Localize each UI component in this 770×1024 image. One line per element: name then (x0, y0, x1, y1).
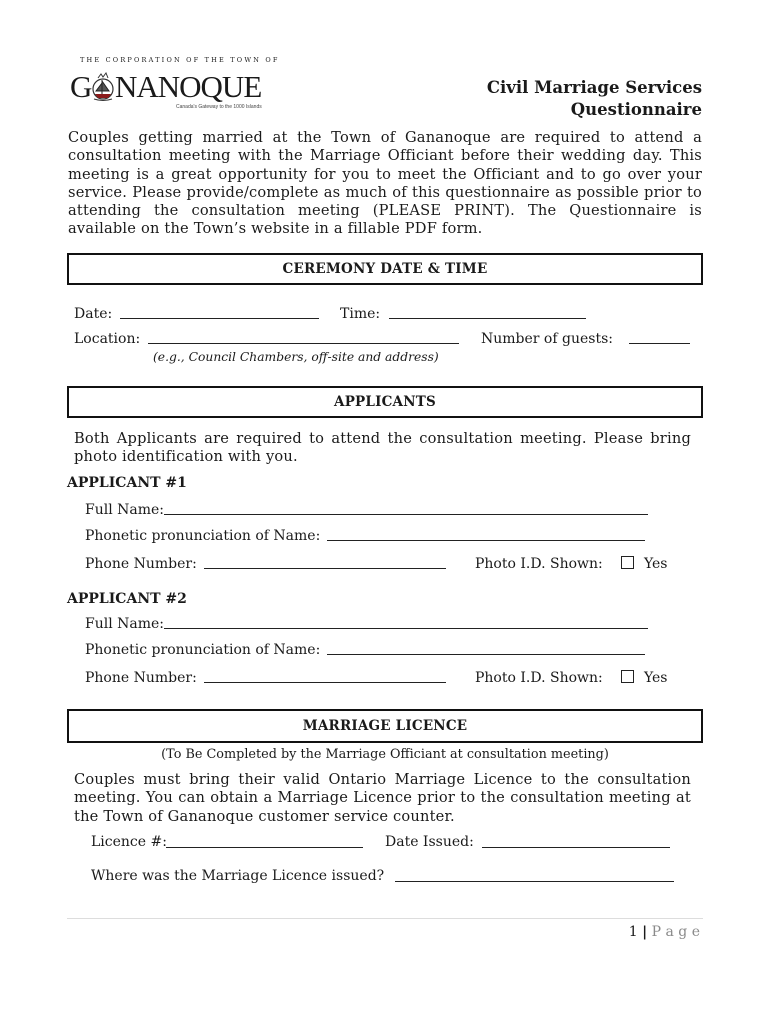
intro-paragraph: Couples getting married at the Town of Gananoque are required to attend a consultation meeting with the Marriage Officiant before their wedding day. This meeting is a great opportunity for you to meet the Officiant and to go over your service. Please provide/complete as much of this questionnaire as possible prior to attending the consultation meeting (PLEASE PRINT). The Questionnaire is available on the Town’s website in a fillable PDF form. (68, 129, 702, 238)
town-logo (70, 56, 285, 116)
applicant-2-phone-field[interactable] (204, 682, 446, 683)
guests-label: Number of guests: (481, 331, 613, 347)
applicant-2-phonetic-label: Phonetic pronunciation of Name: (85, 642, 321, 658)
date-issued-field[interactable] (482, 847, 670, 848)
applicant-2-full-name-field[interactable] (164, 628, 648, 629)
where-issued-label: Where was the Marriage Licence issued? (91, 868, 385, 884)
where-issued-field[interactable] (395, 881, 674, 882)
applicant-2-photo-id-checkbox[interactable] (621, 670, 634, 683)
logo-name: NANOQUE (115, 69, 262, 104)
applicant-1-phonetic-field[interactable] (327, 540, 645, 541)
licence-heading: MARRIAGE LICENCE (302, 718, 468, 734)
licence-number-field[interactable] (166, 847, 363, 848)
ceremony-heading: CEREMONY DATE & TIME (282, 261, 488, 277)
location-hint: (e.g., Council Chambers, off-site and address) (153, 350, 439, 364)
licence-section-header (67, 709, 703, 743)
ship-emblem-icon (92, 70, 114, 104)
title-line-2: Questionnaire (570, 100, 702, 119)
title-line-1: Civil Marriage Services (486, 78, 702, 97)
applicant-2-yes-label: Yes (644, 670, 668, 686)
applicant-2-phone-label: Phone Number: (85, 670, 197, 686)
ceremony-section-header (67, 253, 703, 285)
applicant-1-title: APPLICANT #1 (67, 475, 187, 491)
licence-number-label: Licence #: (91, 834, 167, 850)
applicant-1-phonetic-label: Phonetic pronunciation of Name: (85, 528, 321, 544)
applicant-2-photo-id-label: Photo I.D. Shown: (475, 670, 603, 686)
applicant-1-yes-label: Yes (644, 556, 668, 572)
page-word: P a g e (651, 924, 700, 940)
guests-field[interactable] (629, 343, 690, 344)
date-issued-label: Date Issued: (385, 834, 474, 850)
date-label: Date: (74, 306, 113, 322)
licence-paragraph: Couples must bring their valid Ontario Marriage Licence to the consultation meeting. You can obtain a Marriage Licence prior to the consultation meeting at the Town of Gananoque customer service counter. (74, 771, 691, 825)
page-number: 1 (628, 924, 638, 940)
applicant-1-phone-field[interactable] (204, 568, 446, 569)
page-separator: | (642, 924, 648, 940)
time-field[interactable] (389, 318, 586, 319)
logo-letter-g: G (70, 69, 93, 104)
applicant-1-full-name-label: Full Name: (85, 502, 165, 518)
page-footer (629, 923, 700, 941)
footer-divider (67, 918, 703, 919)
location-label: Location: (74, 331, 141, 347)
applicants-section-header (67, 386, 703, 418)
licence-subheading: (To Be Completed by the Marriage Officiant at consultation meeting) (161, 747, 609, 762)
document-title (487, 77, 702, 121)
applicant-2-phonetic-field[interactable] (327, 654, 645, 655)
applicant-1-full-name-field[interactable] (164, 514, 648, 515)
applicant-1-photo-id-label: Photo I.D. Shown: (475, 556, 603, 572)
applicant-2-full-name-label: Full Name: (85, 616, 165, 632)
applicants-heading: APPLICANTS (334, 394, 436, 410)
logo-top-text: THE CORPORATION OF THE TOWN OF (80, 56, 280, 64)
applicants-note: Both Applicants are required to attend the consultation meeting. Please bring photo identification with you. (74, 430, 691, 466)
time-label: Time: (340, 306, 381, 322)
applicant-2-title: APPLICANT #2 (67, 591, 187, 607)
logo-tagline: Canada's Gateway to the 1000 Islands (176, 104, 262, 110)
location-field[interactable] (148, 343, 459, 344)
applicant-1-photo-id-checkbox[interactable] (621, 556, 634, 569)
applicant-1-phone-label: Phone Number: (85, 556, 197, 572)
date-field[interactable] (120, 318, 319, 319)
